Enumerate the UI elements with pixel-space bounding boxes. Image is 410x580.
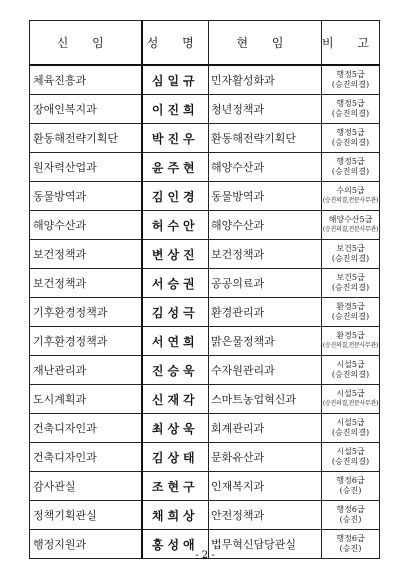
note-type: (승진의결) bbox=[331, 138, 370, 147]
current-post-cell: 회계관리과 bbox=[209, 414, 322, 443]
table-row bbox=[30, 385, 380, 414]
current-post-cell: 수자원관리과 bbox=[209, 356, 322, 385]
note-type: (승진의결) bbox=[331, 254, 370, 263]
new-post-cell: 동물방역과 bbox=[30, 182, 142, 211]
table-row bbox=[30, 153, 380, 182]
note-grade: 보건5급 bbox=[336, 273, 365, 282]
note-type: (승진의결) bbox=[331, 428, 370, 437]
name-cell: 김성극 bbox=[142, 298, 209, 327]
note-type: (승진의결,전문사무관) bbox=[322, 400, 379, 407]
new-post-cell: 보건정책과 bbox=[30, 240, 142, 269]
current-post-cell: 문화유산과 bbox=[209, 443, 322, 472]
note-cell bbox=[322, 182, 380, 211]
note-grade: 시설5급 bbox=[336, 360, 365, 369]
current-post-cell: 보건정책과 bbox=[209, 240, 322, 269]
current-post-cell: 민자활성화과 bbox=[209, 65, 322, 95]
note-cell bbox=[322, 414, 380, 443]
current-post-cell: 안전정책과 bbox=[209, 501, 322, 530]
header-current-post: 현 임 bbox=[209, 21, 322, 66]
note-type: (승진의결) bbox=[331, 457, 370, 466]
table-row bbox=[30, 298, 380, 327]
note-grade: 수의5급 bbox=[336, 186, 365, 195]
name-cell: 허수안 bbox=[142, 211, 209, 240]
name-cell: 채희상 bbox=[142, 501, 209, 530]
current-post-cell: 환동해전략기획단 bbox=[209, 124, 322, 153]
note-grade: 행정5급 bbox=[336, 99, 365, 108]
note-cell bbox=[322, 240, 380, 269]
note-cell bbox=[322, 443, 380, 472]
personnel-table bbox=[29, 20, 380, 559]
note-grade: 보건5급 bbox=[336, 244, 365, 253]
name-cell: 서승권 bbox=[142, 269, 209, 298]
name-cell: 변상진 bbox=[142, 240, 209, 269]
name-cell: 박진우 bbox=[142, 124, 209, 153]
note-grade: 행정6급 bbox=[336, 476, 365, 485]
current-post-cell: 스마트농업혁신과 bbox=[209, 385, 322, 414]
note-type: (승진의결,전문사무관) bbox=[322, 226, 379, 233]
note-grade: 행정5급 bbox=[336, 157, 365, 166]
name-cell: 신재각 bbox=[142, 385, 209, 414]
new-post-cell: 재난관리과 bbox=[30, 356, 142, 385]
note-cell bbox=[322, 153, 380, 182]
header-name: 성 명 bbox=[142, 21, 209, 66]
table-row bbox=[30, 414, 380, 443]
note-cell bbox=[322, 472, 380, 501]
note-cell bbox=[322, 501, 380, 530]
name-cell: 조현구 bbox=[142, 472, 209, 501]
note-grade: 행정6급 bbox=[336, 505, 365, 514]
name-cell: 윤주현 bbox=[142, 153, 209, 182]
name-cell: 이진희 bbox=[142, 95, 209, 124]
note-grade: 환경5급 bbox=[336, 331, 365, 340]
table-row bbox=[30, 356, 380, 385]
current-post-cell: 동물방역과 bbox=[209, 182, 322, 211]
new-post-cell: 원자력산업과 bbox=[30, 153, 142, 182]
current-post-cell: 환경관리과 bbox=[209, 298, 322, 327]
note-type: (승진) bbox=[339, 544, 362, 553]
table-row bbox=[30, 443, 380, 472]
new-post-cell: 체육진흥과 bbox=[30, 65, 142, 95]
new-post-cell: 감사관실 bbox=[30, 472, 142, 501]
note-type: (승진의결,전문사무관) bbox=[322, 197, 379, 204]
note-grade: 시설5급 bbox=[336, 389, 365, 398]
note-grade: 해양수산5급 bbox=[328, 215, 373, 224]
table-row bbox=[30, 240, 380, 269]
name-cell: 김상태 bbox=[142, 443, 209, 472]
note-cell bbox=[322, 65, 380, 95]
new-post-cell: 환동해전략기획단 bbox=[30, 124, 142, 153]
note-type: (승진의결) bbox=[331, 109, 370, 118]
name-cell: 홍성애 bbox=[142, 530, 209, 559]
new-post-cell: 건축디자인과 bbox=[30, 414, 142, 443]
note-type: (승진의결) bbox=[331, 312, 370, 321]
name-cell: 서연희 bbox=[142, 327, 209, 356]
note-cell bbox=[322, 356, 380, 385]
name-cell: 심일규 bbox=[142, 65, 209, 95]
header-note: 비 고 bbox=[322, 21, 380, 66]
new-post-cell: 도시계획과 bbox=[30, 385, 142, 414]
name-cell: 김인경 bbox=[142, 182, 209, 211]
note-type: (승진의결) bbox=[331, 80, 370, 89]
new-post-cell: 기후환경정책과 bbox=[30, 298, 142, 327]
new-post-cell: 정책기획관실 bbox=[30, 501, 142, 530]
new-post-cell: 행정지원과 bbox=[30, 530, 142, 559]
note-cell bbox=[322, 95, 380, 124]
table-row bbox=[30, 95, 380, 124]
note-cell bbox=[322, 124, 380, 153]
note-cell bbox=[322, 327, 380, 356]
new-post-cell: 보건정책과 bbox=[30, 269, 142, 298]
table-row bbox=[30, 327, 380, 356]
current-post-cell: 공공의료과 bbox=[209, 269, 322, 298]
note-cell bbox=[322, 385, 380, 414]
current-post-cell: 청년정책과 bbox=[209, 95, 322, 124]
table-row bbox=[30, 269, 380, 298]
new-post-cell: 기후환경정책과 bbox=[30, 327, 142, 356]
current-post-cell: 해양수산과 bbox=[209, 153, 322, 182]
note-type: (승진의결,전문사무관) bbox=[322, 342, 379, 349]
new-post-cell: 장애인복지과 bbox=[30, 95, 142, 124]
table-row bbox=[30, 472, 380, 501]
page-number: - 2 - bbox=[195, 550, 215, 561]
header-row bbox=[30, 21, 380, 66]
note-grade: 시설5급 bbox=[336, 418, 365, 427]
name-cell: 최상욱 bbox=[142, 414, 209, 443]
current-post-cell: 인재복지과 bbox=[209, 472, 322, 501]
note-grade: 시설5급 bbox=[336, 447, 365, 456]
note-grade: 행정6급 bbox=[336, 534, 365, 543]
note-type: (승진의결) bbox=[331, 370, 370, 379]
note-grade: 환경5급 bbox=[336, 302, 365, 311]
note-grade: 행정5급 bbox=[336, 70, 365, 79]
note-type: (승진) bbox=[339, 486, 362, 495]
table-row bbox=[30, 211, 380, 240]
table-row bbox=[30, 501, 380, 530]
table-row bbox=[30, 65, 380, 95]
table-row bbox=[30, 182, 380, 211]
current-post-cell: 법무혁신담당관실 bbox=[209, 530, 322, 559]
note-cell bbox=[322, 211, 380, 240]
note-type: (승진의결) bbox=[331, 167, 370, 176]
table-body bbox=[30, 65, 380, 559]
table-row bbox=[30, 124, 380, 153]
note-cell bbox=[322, 269, 380, 298]
current-post-cell: 맑은물정책과 bbox=[209, 327, 322, 356]
note-type: (승진) bbox=[339, 515, 362, 524]
note-cell bbox=[322, 298, 380, 327]
note-type: (승진의결) bbox=[331, 283, 370, 292]
header-new-post: 신 임 bbox=[30, 21, 142, 66]
note-grade: 행정5급 bbox=[336, 128, 365, 137]
new-post-cell: 건축디자인과 bbox=[30, 443, 142, 472]
current-post-cell: 해양수산과 bbox=[209, 211, 322, 240]
new-post-cell: 해양수산과 bbox=[30, 211, 142, 240]
name-cell: 진승욱 bbox=[142, 356, 209, 385]
